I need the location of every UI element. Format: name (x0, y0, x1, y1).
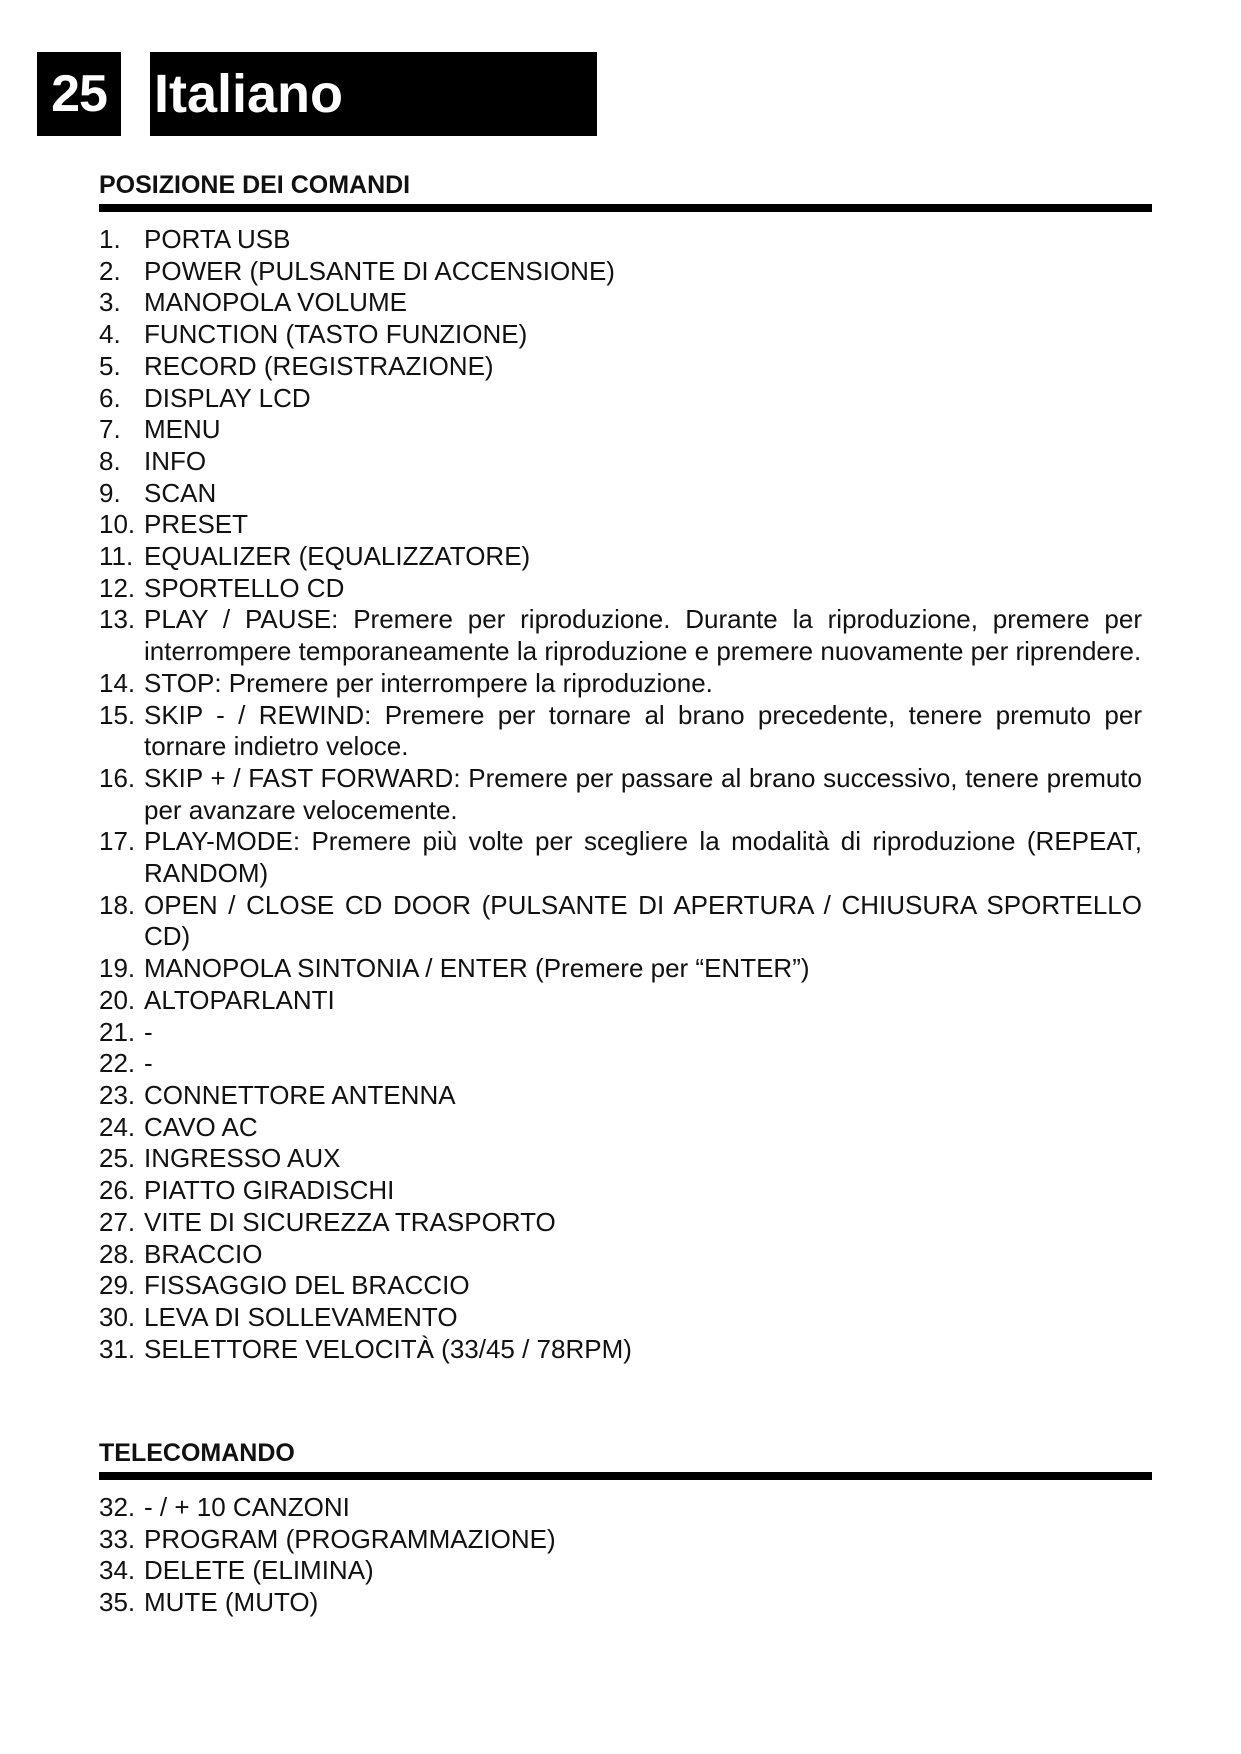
item-text: PRESET (144, 509, 249, 540)
list-item (99, 890, 1152, 953)
language-heading: Italiano (150, 52, 597, 136)
item-number: 9. (99, 477, 121, 508)
item-number: 28. (99, 1238, 136, 1269)
item-number: 33. (99, 1523, 136, 1554)
item-number: 34. (99, 1555, 136, 1586)
remote-list (99, 1492, 1152, 1619)
list-item (99, 509, 1152, 541)
list-item (99, 1334, 1152, 1366)
item-text: SKIP - / REWIND: Premere per tornare al brano precedente, tenere premuto per tornare indietro veloce. (144, 699, 1142, 762)
item-number: 30. (99, 1301, 136, 1332)
item-number: 19. (99, 953, 136, 984)
item-number: 21. (99, 1016, 136, 1047)
list-item (99, 383, 1152, 415)
item-number: 32. (99, 1492, 136, 1522)
list-item (99, 1207, 1152, 1239)
item-text: - (144, 1048, 153, 1079)
item-text: VITE DI SICUREZZA TRASPORTO (144, 1206, 556, 1237)
item-text: POWER (PULSANTE DI ACCENSIONE) (144, 255, 615, 286)
item-number: 20. (99, 984, 136, 1015)
item-text: MUTE (MUTO) (144, 1587, 319, 1618)
list-item (99, 1587, 1152, 1619)
list-item (99, 414, 1152, 446)
item-text: SCAN (144, 477, 217, 508)
item-text: CONNETTORE ANTENNA (144, 1079, 456, 1110)
item-text: ALTOPARLANTI (144, 984, 335, 1015)
item-text: PIATTO GIRADISCHI (144, 1175, 395, 1206)
item-text: CAVO AC (144, 1111, 258, 1142)
item-number: 17. (99, 826, 136, 857)
list-item (99, 319, 1152, 351)
item-text: BRACCIO (144, 1238, 263, 1269)
list-item (99, 1143, 1152, 1175)
section-title: TELECOMANDO (99, 1438, 1152, 1480)
list-item (99, 1524, 1152, 1556)
list-item (99, 1175, 1152, 1207)
item-number: 35. (99, 1587, 136, 1618)
item-number: 7. (99, 414, 121, 445)
item-number: 24. (99, 1111, 136, 1142)
controls-section (99, 170, 1152, 1365)
item-text: INFO (144, 445, 207, 476)
list-item (99, 1112, 1152, 1144)
list-item (99, 351, 1152, 383)
item-number: 15. (99, 699, 136, 730)
item-text: SPORTELLO CD (144, 572, 345, 603)
list-item (99, 256, 1152, 288)
item-text: MANOPOLA SINTONIA / ENTER (Premere per “ENTER”) (144, 953, 810, 984)
item-text: SKIP + / FAST FORWARD: Premere per passare al brano successivo, tenere premuto per avanzare velocemente. (144, 762, 1142, 825)
list-item (99, 446, 1152, 478)
item-number: 4. (99, 319, 121, 350)
item-number: 23. (99, 1079, 136, 1110)
list-item (99, 826, 1152, 889)
list-item (99, 287, 1152, 319)
item-text: DISPLAY LCD (144, 382, 311, 413)
item-number: 16. (99, 762, 136, 793)
item-number: 14. (99, 667, 136, 698)
list-item (99, 953, 1152, 985)
list-item (99, 1270, 1152, 1302)
item-text: SELETTORE VELOCITÀ (33/45 / 78RPM) (144, 1333, 632, 1364)
controls-list (99, 224, 1152, 1365)
list-item (99, 985, 1152, 1017)
item-number: 29. (99, 1270, 136, 1301)
list-item (99, 1017, 1152, 1049)
section-title: POSIZIONE DEI COMANDI (99, 170, 1152, 212)
item-number: 27. (99, 1206, 136, 1237)
item-text: FISSAGGIO DEL BRACCIO (144, 1270, 470, 1301)
list-item (99, 1080, 1152, 1112)
list-item (99, 668, 1152, 700)
item-number: 25. (99, 1143, 136, 1174)
item-text: RECORD (REGISTRAZIONE) (144, 350, 494, 381)
item-text: - (144, 1016, 153, 1047)
item-number: 12. (99, 572, 136, 603)
item-number: 3. (99, 287, 121, 318)
item-number: 31. (99, 1333, 136, 1364)
item-text: DELETE (ELIMINA) (144, 1555, 374, 1586)
item-text: FUNCTION (TASTO FUNZIONE) (144, 319, 528, 350)
item-text: OPEN / CLOSE CD DOOR (PULSANTE DI APERTURA / CHIUSURA SPORTELLO CD) (144, 889, 1142, 952)
list-item (99, 1555, 1152, 1587)
list-item (99, 541, 1152, 573)
page-number: 25 (37, 52, 121, 136)
list-item (99, 604, 1152, 667)
list-item (99, 478, 1152, 510)
item-text: PORTA USB (144, 224, 291, 254)
item-text: MENU (144, 414, 221, 445)
item-number: 11. (99, 541, 134, 572)
item-text: PLAY / PAUSE: Premere per riproduzione. Durante la riproduzione, premere per interrompere temporaneamente la riproduzione e premere nuovamente per riprendere. (144, 604, 1142, 667)
list-item (99, 224, 1152, 256)
item-number: 22. (99, 1048, 136, 1079)
list-item (99, 1048, 1152, 1080)
item-text: LEVA DI SOLLEVAMENTO (144, 1301, 458, 1332)
item-number: 5. (99, 350, 121, 381)
list-item (99, 573, 1152, 605)
item-number: 6. (99, 382, 121, 413)
list-item (99, 700, 1152, 763)
list-item (99, 1302, 1152, 1334)
item-text: MANOPOLA VOLUME (144, 287, 407, 318)
item-number: 13. (99, 604, 136, 635)
item-text: PLAY-MODE: Premere più volte per scegliere la modalità di riproduzione (REPEAT, RANDOM) (144, 826, 1142, 889)
item-number: 8. (99, 445, 121, 476)
item-number: 1. (99, 224, 121, 254)
remote-section (99, 1438, 1152, 1619)
item-text: INGRESSO AUX (144, 1143, 341, 1174)
item-text: PROGRAM (PROGRAMMAZIONE) (144, 1523, 556, 1554)
list-item (99, 1239, 1152, 1271)
list-item (99, 1492, 1152, 1524)
item-number: 18. (99, 889, 136, 920)
item-number: 26. (99, 1175, 136, 1206)
item-number: 10. (99, 509, 136, 540)
item-text: STOP: Premere per interrompere la riproduzione. (144, 667, 713, 698)
list-item (99, 763, 1152, 826)
item-number: 2. (99, 255, 121, 286)
item-text: EQUALIZER (EQUALIZZATORE) (144, 541, 531, 572)
item-text: - / + 10 CANZONI (144, 1492, 350, 1522)
